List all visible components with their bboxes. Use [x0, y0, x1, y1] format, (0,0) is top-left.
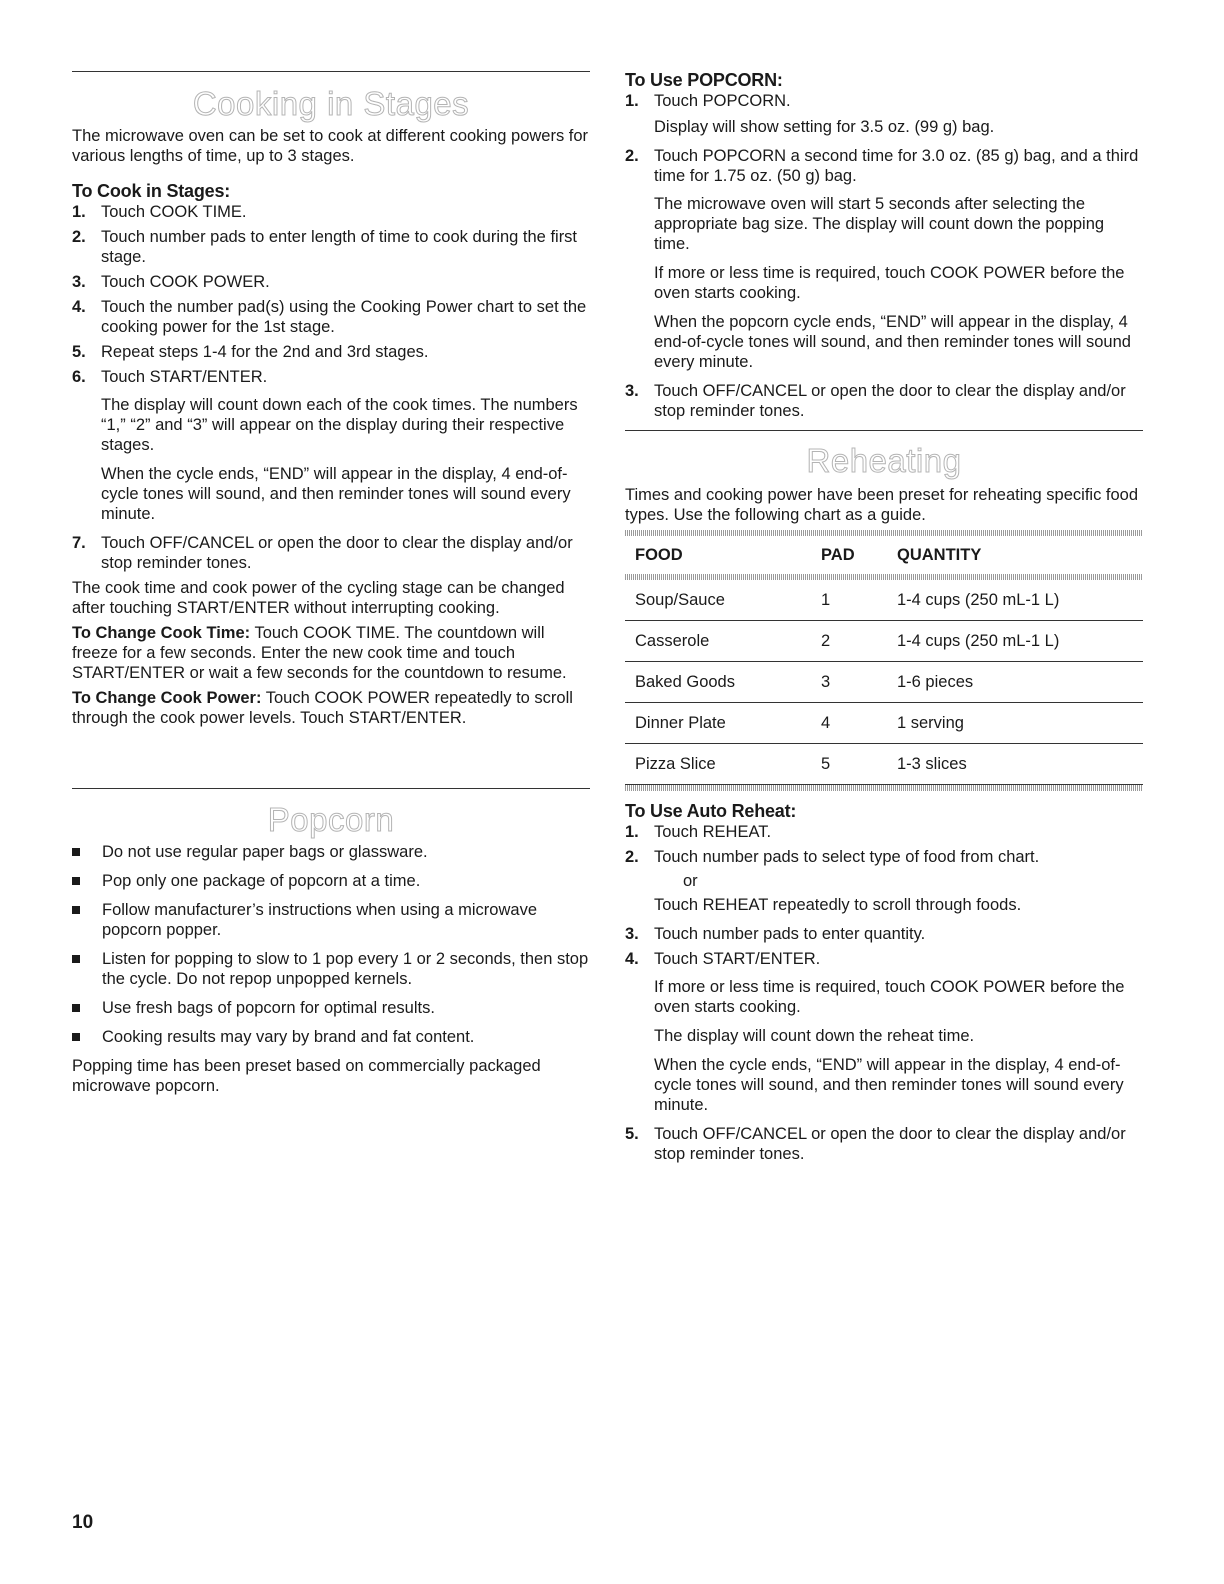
section-divider — [72, 788, 590, 789]
step-note: The display will count down the reheat time. — [654, 1027, 975, 1045]
list-item: 2. Touch number pads to enter length of time to cook during the first stage. — [72, 228, 578, 266]
bullet-icon — [72, 906, 80, 914]
step-note: When the cycle ends, “END” will appear in the display, 4 end-of-cycle tones will sound, and then reminder tones will sound every minute. — [654, 1056, 1124, 1114]
list-item: Use fresh bags of popcorn for optimal results. — [72, 998, 590, 1018]
change-cook-time-paragraph: To Change Cook Time: Touch COOK TIME. The countdown will freeze for a few seconds. Enter the new cook time and touch START/ENTER or wait a few seconds for the countdown to resume. — [72, 624, 567, 682]
list-item: 5. Touch OFF/CANCEL or open the door to clear the display and/or stop reminder tones. — [625, 1125, 1126, 1163]
table-row: Casserole 2 1-4 cups (250 mL-1 L) — [625, 621, 1143, 662]
table-row: Soup/Sauce 1 1-4 cups (250 mL-1 L) — [625, 580, 1143, 621]
column-header: PAD — [821, 546, 855, 564]
use-popcorn-section — [625, 69, 1143, 426]
step-note: When the popcorn cycle ends, “END” will appear in the display, 4 end-of-cycle tones will sound, and then reminder tones will sound every minute. — [654, 313, 1131, 371]
list-item: 1. Touch REHEAT. — [625, 823, 772, 841]
cooking-in-stages-body — [72, 126, 590, 733]
list-item: 3. Touch OFF/CANCEL or open the door to clear the display and/or stop reminder tones. — [625, 382, 1126, 420]
list-item: 6. Touch START/ENTER. — [72, 368, 268, 386]
step-note: If more or less time is required, touch COOK POWER before the oven starts cooking. — [654, 978, 1125, 1016]
or-separator: or — [683, 872, 698, 890]
list-item: 2. Touch POPCORN a second time for 3.0 oz. (85 g) bag, and a third time for 1.75 oz. (50 g) bag. — [625, 147, 1139, 185]
bullet-icon — [72, 848, 80, 856]
cooking-in-stages-intro: The microwave oven can be set to cook at different cooking powers for various lengths of time, up to 3 stages. — [72, 127, 589, 165]
column-header: QUANTITY — [897, 546, 982, 564]
reheating-title: Reheating — [806, 442, 962, 479]
table-border — [625, 785, 1143, 791]
table-row: Pizza Slice 5 1-3 slices — [625, 744, 1143, 785]
reheating-intro: Times and cooking power have been preset for reheating specific food types. Use the following chart as a guide. — [625, 486, 1139, 524]
list-item: Pop only one package of popcorn at a time. — [72, 871, 590, 891]
table-header-row — [625, 536, 1143, 574]
page-number: 10 — [72, 1512, 94, 1533]
change-cook-power-paragraph: To Change Cook Power: Touch COOK POWER repeatedly to scroll through the cook power levels. Touch START/ENTER. — [72, 689, 573, 727]
list-item: 1. Touch COOK TIME. — [72, 203, 247, 221]
list-item: 4. Touch START/ENTER. — [625, 950, 821, 968]
list-item: 1. Touch POPCORN. — [625, 92, 791, 110]
to-cook-in-stages-heading: To Cook in Stages: — [72, 181, 231, 201]
reheat-chart — [625, 530, 1143, 791]
step-note: When the cycle ends, “END” will appear in the display, 4 end-of-cycle tones will sound, and then reminder tones will sound every minute. — [101, 465, 571, 523]
right-column — [625, 0, 1143, 1584]
list-item: Follow manufacturer’s instructions when using a microwave popcorn popper. — [72, 900, 590, 940]
bullet-icon — [72, 877, 80, 885]
to-use-popcorn-heading: To Use POPCORN: — [625, 70, 783, 90]
list-item: 5. Repeat steps 1-4 for the 2nd and 3rd stages. — [72, 343, 429, 361]
step-note: The microwave oven will start 5 seconds after selecting the appropriate bag size. The display will count down the popping time. — [654, 195, 1105, 253]
list-item: 3. Touch number pads to enter quantity. — [625, 925, 926, 943]
popcorn-body — [72, 842, 590, 1101]
popcorn-footer: Popping time has been preset based on commercially packaged microwave popcorn. — [72, 1057, 541, 1095]
popcorn-title: Popcorn — [267, 801, 395, 838]
list-item: Cooking results may vary by brand and fat content. — [72, 1027, 590, 1047]
table-row: Baked Goods 3 1-6 pieces — [625, 662, 1143, 703]
table-row: Dinner Plate 4 1 serving — [625, 703, 1143, 744]
section-divider — [625, 430, 1143, 431]
bullet-icon — [72, 955, 80, 963]
cooking-in-stages-title: Cooking in Stages — [192, 85, 470, 122]
bullet-icon — [72, 1033, 80, 1041]
list-item: Listen for popping to slow to 1 pop every 1 or 2 seconds, then stop the cycle. Do not repop unpopped kernels. — [72, 949, 590, 989]
list-item: 7. Touch OFF/CANCEL or open the door to clear the display and/or stop reminder tones. — [72, 534, 573, 572]
cycling-stage-paragraph: The cook time and cook power of the cycling stage can be changed after touching START/ENTER without interrupting cooking. — [72, 579, 565, 617]
list-item: 4. Touch the number pad(s) using the Cooking Power chart to set the cooking power for the 1st stage. — [72, 298, 587, 336]
column-header: FOOD — [635, 546, 683, 564]
left-column — [72, 0, 590, 1584]
step-note: The display will count down each of the cook times. The numbers “1,” “2” and “3” will appear on the display during their respective stages. — [101, 396, 578, 454]
auto-reheat-section — [625, 800, 1143, 1169]
section-divider — [72, 71, 590, 72]
step-note: If more or less time is required, touch COOK POWER before the oven starts cooking. — [654, 264, 1125, 302]
list-item: 2. Touch number pads to select type of food from chart. — [625, 848, 1040, 866]
to-use-auto-reheat-heading: To Use Auto Reheat: — [625, 801, 797, 821]
list-item: Do not use regular paper bags or glassware. — [72, 842, 590, 862]
step-note: Display will show setting for 3.5 oz. (99 g) bag. — [654, 118, 995, 136]
step-note: Touch REHEAT repeatedly to scroll through foods. — [654, 896, 1022, 914]
list-item: 3. Touch COOK POWER. — [72, 273, 270, 291]
bullet-icon — [72, 1004, 80, 1012]
